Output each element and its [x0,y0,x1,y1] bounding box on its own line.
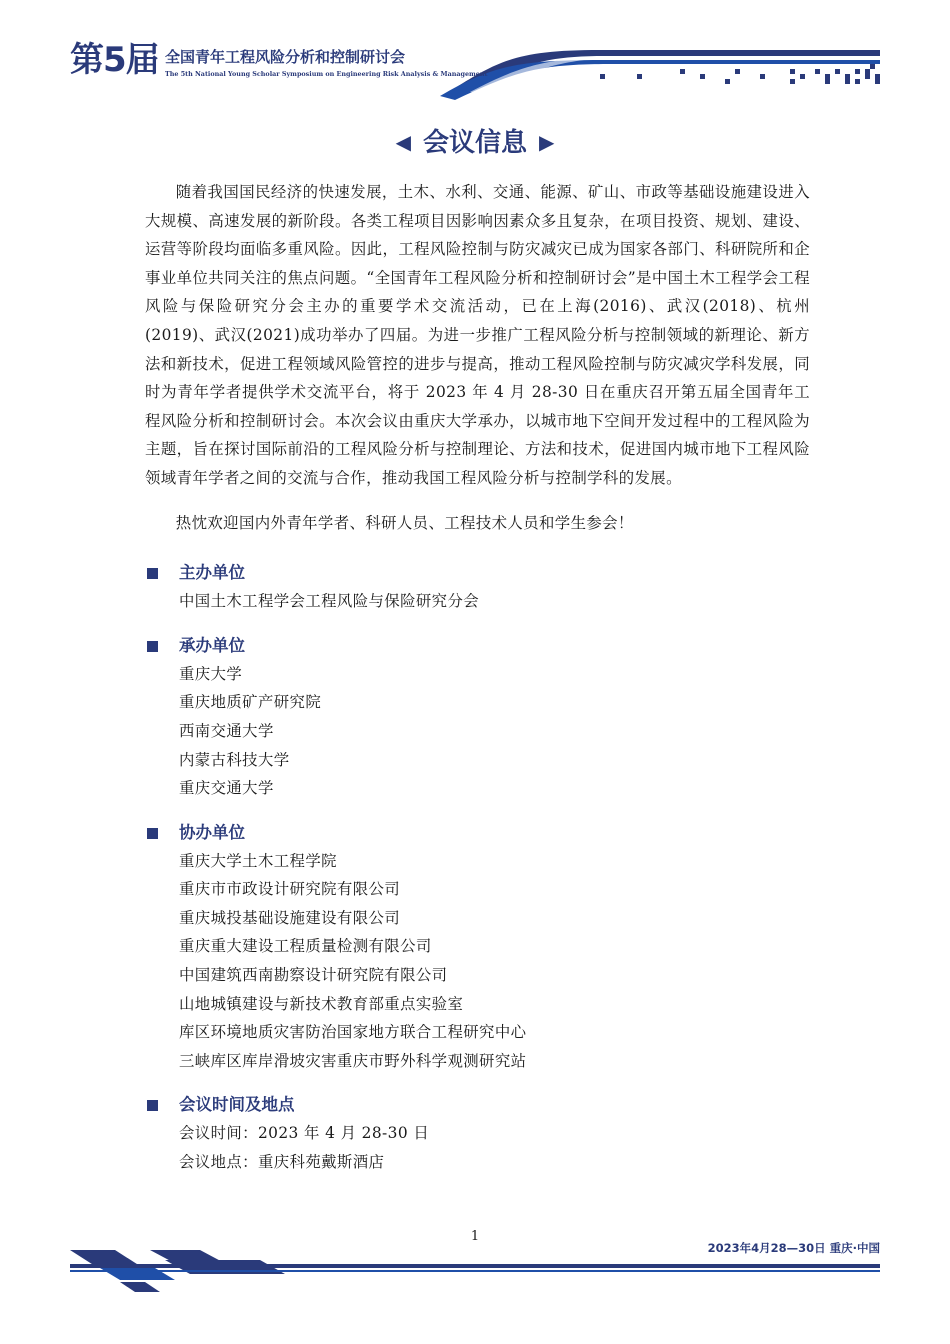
square-bullet-icon [147,641,158,652]
list-item: 重庆市市政设计研究院有限公司 [179,880,401,899]
page-title [0,122,950,163]
welcome-paragraph: 热忱欢迎国内外青年学者、科研人员、工程技术人员和学生参会！ [175,513,634,532]
list-item: 重庆交通大学 [179,779,274,798]
list-item: 中国建筑西南勘察设计研究院有限公司 [179,966,448,985]
triangle-left-icon: ◀ [395,130,411,154]
list-item: 重庆重大建设工程质量检测有限公司 [179,937,432,956]
list-item: 内蒙古科技大学 [179,750,290,769]
list-item: 重庆大学土木工程学院 [179,851,337,870]
section-heading-organizer: 主办单位 [145,559,810,587]
main-content [145,178,810,1177]
list-item: 重庆地质矿产研究院 [179,693,322,712]
symposium-subtitle-en: The 5th National Young Scholar Symposium on Engineering Risk Analysis & Management [165,70,488,78]
list-item: 中国土木工程学会工程风险与保险研究分会 [179,592,480,611]
footer-date-location: 2023年4月28—30日 重庆·中国 [707,1241,880,1255]
meeting-venue: 会议地点：重庆科苑戴斯酒店 [179,1153,385,1172]
symposium-title: 全国青年工程风险分析和控制研讨会 [165,48,406,66]
section-heading-host: 承办单位 [145,632,810,660]
list-item: 重庆城投基础设施建设有限公司 [179,908,401,927]
square-bullet-icon [147,568,158,579]
list-item: 重庆大学 [179,664,243,683]
page-number: 1 [470,1229,480,1244]
list-item: 库区环境地质灾害防治国家地方联合工程研究中心 [179,1023,527,1042]
list-item: 三峡库区库岸滑坡灾害重庆市野外科学观测研究站 [179,1051,527,1070]
section-heading-time-venue: 会议时间及地点 [145,1091,810,1119]
page-header [0,0,950,110]
page-title-text: 会议信息 [422,128,527,158]
square-bullet-icon [147,1100,158,1111]
triangle-right-icon: ▶ [539,130,555,154]
intro-paragraph: 随着我国国民经济的快速发展，土木、水利、交通、能源、矿山、市政等基础设施建设进入大规模、高速发展的新阶段。各类工程项目因影响因素众多且复杂，在项目投资、规划、建设、运营等阶段均面临多重风险。因此，工程风险控制与防灾减灾已成为国家各部门、科研院所和企事业单位共同关注的焦点问题。“全国青年工程风险分析和控制研讨会”是中国土木工程学会工程风险与保险研究分会主办的重要学术交流活动，已在上海(2016)、武汉(2018)、杭州(2019)、武汉(2021)成功举办了四届。为进一步推广工程风险分析与控制领域的新理论、新方法和新技术，促进工程领域风险管控的进步与提高，推动工程风险控制与防灾减灾学科发展，同时为青年学者提供学术交流平台，将于 2023 年 4 月 28-30 日在重庆召开第五届全国青年工程风险分析和控制研讨会。本次会议由重庆大学承办，以城市地下空间开发过程中的工程风险为主题，旨在探讨国际前沿的工程风险分析与控制理论、方法和技术，促进国内城市地下工程风险领域青年学者之间的交流与合作，推动我国工程风险分析与控制学科的发展。 [145,183,810,487]
list-item: 山地城镇建设与新技术教育部重点实验室 [179,994,464,1013]
section-heading-co-organizer: 协办单位 [145,819,810,847]
edition-logo: 第5届 [70,40,159,80]
meeting-time: 会议时间：2023 年 4 月 28-30 日 [179,1124,430,1143]
square-bullet-icon [147,828,158,839]
list-item: 西南交通大学 [179,721,274,740]
